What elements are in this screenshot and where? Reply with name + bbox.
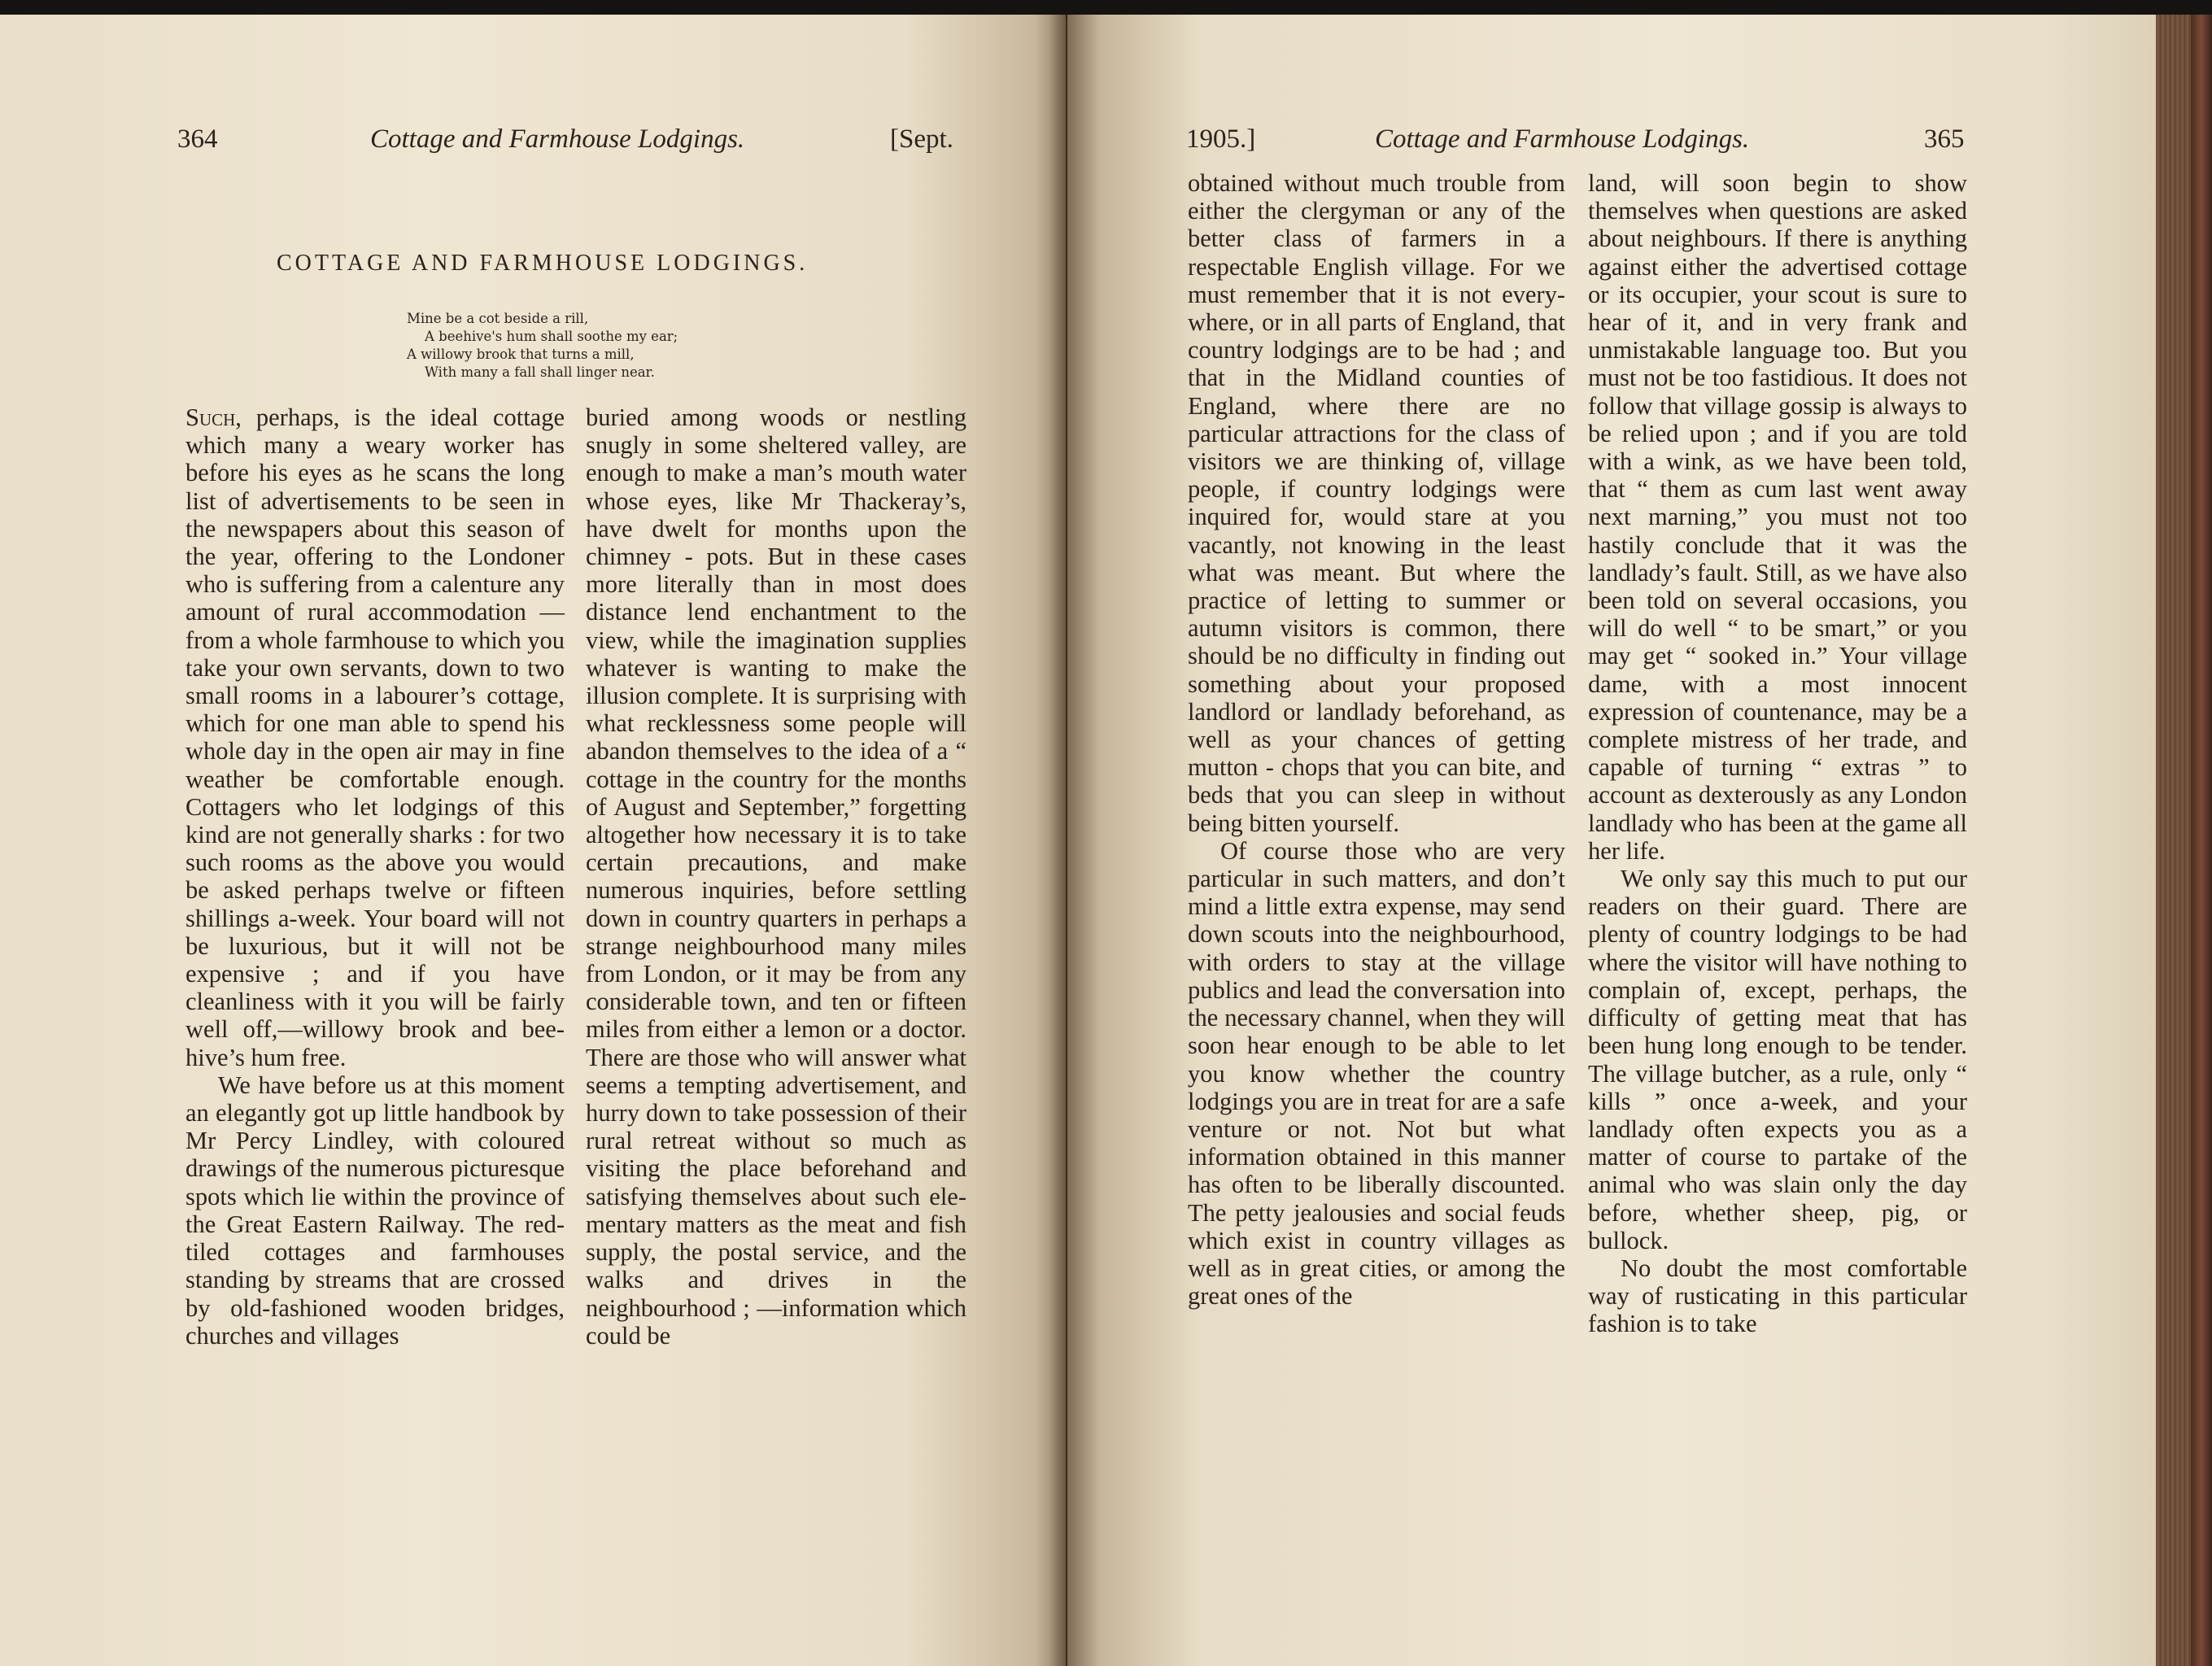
epigraph-line: A beehive's hum shall soothe my ear;	[425, 329, 678, 344]
epigraph-line: Mine be a cot beside a rill,	[407, 311, 589, 326]
running-date-right: 1905.]	[1186, 124, 1256, 154]
right-running-head	[1067, 124, 2157, 173]
text-column-3	[1188, 169, 1565, 1310]
paragraph: We only say this much to put our readers on their guard. There are plenty of country lodgings to be had where the visitor will have nothing to complain of, except, perhaps, the difficulty of getting meat that has been hung long enough to be tender. The village butcher, as a rule, only “ kills ” once a-week, and your landlady often expects you as a matter of course to partake of the animal who was slain only the day before, whether sheep, pig, or bullock.	[1588, 865, 1967, 1254]
epigraph-line: With many a fall shall linger near.	[425, 364, 655, 380]
book-cover-edge	[2191, 15, 2212, 1666]
page-number-left: 364	[177, 124, 218, 154]
epigraph-line: A willowy brook that turns a mill,	[407, 347, 635, 362]
paragraph: Of course those who are very particular in such matters, and don’t mind a little extra expense, may send down scouts into the neighbourhood, with orders to stay at the village publics and lead the conversation into the necessary channel, when they will soon hear enough to be able to let you know whether the country lodgings you are in treat for are a safe venture or not. Not but what information obtained in this manner has often to be liberally discounted. The petty jealousies and social feuds which exist in country villages as well as in great cities, or among the great ones of the	[1188, 836, 1565, 1311]
text-column-4	[1588, 169, 1967, 1338]
paragraph	[185, 403, 565, 1071]
paragraph: No doubt the most comfortable way of rusticating in this particular fashion is to take	[1588, 1254, 1967, 1338]
running-title-left: Cottage and Farmhouse Lodgings.	[370, 124, 745, 154]
right-page	[1067, 15, 2157, 1666]
running-date-left: [Sept.	[890, 124, 953, 154]
paragraph: obtained without much trouble from either the clergyman or any of the better class of farmers in a respectable English village. For we must remember that it is not everywhere, or in all parts of England, that country lodgings are to be had ; and that in the Midland counties of England, where there are no particular attractions for the class of visitors we are thinking of, village people, if country lodgings were inquired for, would stare at you vacantly, not knowing in the least what was meant. But where the practice of letting to summer or autumn visitors is common, there should be no difficulty in finding out something about your proposed landlord or landlady beforehand, as well as your chances of getting mutton - chops that you can bite, and beds that you can sleep in without being bitten yourself.	[1188, 169, 1565, 837]
text-column-2	[586, 403, 966, 1350]
book-fore-edge	[2156, 15, 2212, 1666]
paragraph: buried among woods or nestling snugly in some sheltered valley, are enough to make a man’s mouth water whose eyes, like Mr Thackeray’s, have dwelt for months upon the chimney - pots. But in these cases more literally than in most does distance lend enchantment to the view, while the imagination supplies whatever is wanting to make the illusion complete. It is surprising with what recklessness some people will abandon themselves to the idea of a “ cottage in the country for the months of August and September,” forgetting altogether how necessary it is to take certain precautions, and make numerous inquiries, before settling down in country quarters in perhaps a strange neighbourhood many miles from London, or it may be from any considerable town, and ten or fifteen miles from either a lemon or a doctor. There are those who will answer what seems a tempting advertisement, and hurry down to take possession of their rural retreat without so much as visiting the place beforehand and satisfying themselves about such elementary matters as the meat and fish supply, the postal service, and the walks and drives in the neighbourhood ; —information which could be	[586, 403, 966, 1350]
article-title: COTTAGE AND FARMHOUSE LODGINGS.	[277, 251, 809, 276]
text-column-1	[185, 403, 565, 1350]
page-number-right: 365	[1924, 124, 1965, 154]
book-spread	[0, 15, 2156, 1666]
running-title-right: Cottage and Farmhouse Lodgings.	[1375, 124, 1750, 154]
epigraph	[407, 310, 814, 382]
left-page	[0, 15, 1066, 1666]
left-running-head	[0, 124, 1066, 173]
paragraph-text: perhaps, is the ideal cottage which many a weary worker has before his eyes as he scans the long list of advertisements to be seen in the newspapers about this season of the year, offering to the Londoner who is suffering from a calenture any amount of rural accommodation — from a whole farmhouse to which you take your own servants, down to two small rooms in a labourer’s cottage, which for one man able to spend his whole day in the open air may in fine weather be comfortable enough. Cottagers who let lodgings of this kind are not generally sharks : for two such rooms as the above you would be asked perhaps twelve or fifteen shillings a-week. Your board will not be luxurious, but it will not be expensive ; and if you have cleanliness with it you will be fairly well off,—willowy brook and beehive’s hum free.	[185, 403, 565, 1071]
paragraph: land, will soon begin to show themselves when questions are asked about neighbours. If there is anything against either the advertised cottage or its occupier, your scout is sure to hear of it, and in very frank and unmistakable language too. But you must not be too fastidious. It does not follow that village gossip is always to be relied upon ; and if you are told with a wink, as we have been told, that “ them as cum last went away next marning,” you must not too hastily conclude that it was the landlady’s fault. Still, as we have also been told on several occasions, you will do well “ to be smart,” or you may get “ sooked in.” Your village dame, with a most innocent expression of countenance, may be a complete mistress of her trade, and capable of turning “ extras ” to account as dexterously as any London landlady who has been at the game all her life.	[1588, 169, 1967, 865]
paragraph: We have before us at this moment an elegantly got up little handbook by Mr Percy Lindley, with coloured drawings of the numerous picturesque spots which lie within the province of the Great Eastern Railway. The red-tiled cottages and farmhouses standing by streams that are crossed by old-fashioned wooden bridges, churches and villages	[185, 1071, 565, 1350]
drop-word: Such,	[185, 403, 242, 431]
